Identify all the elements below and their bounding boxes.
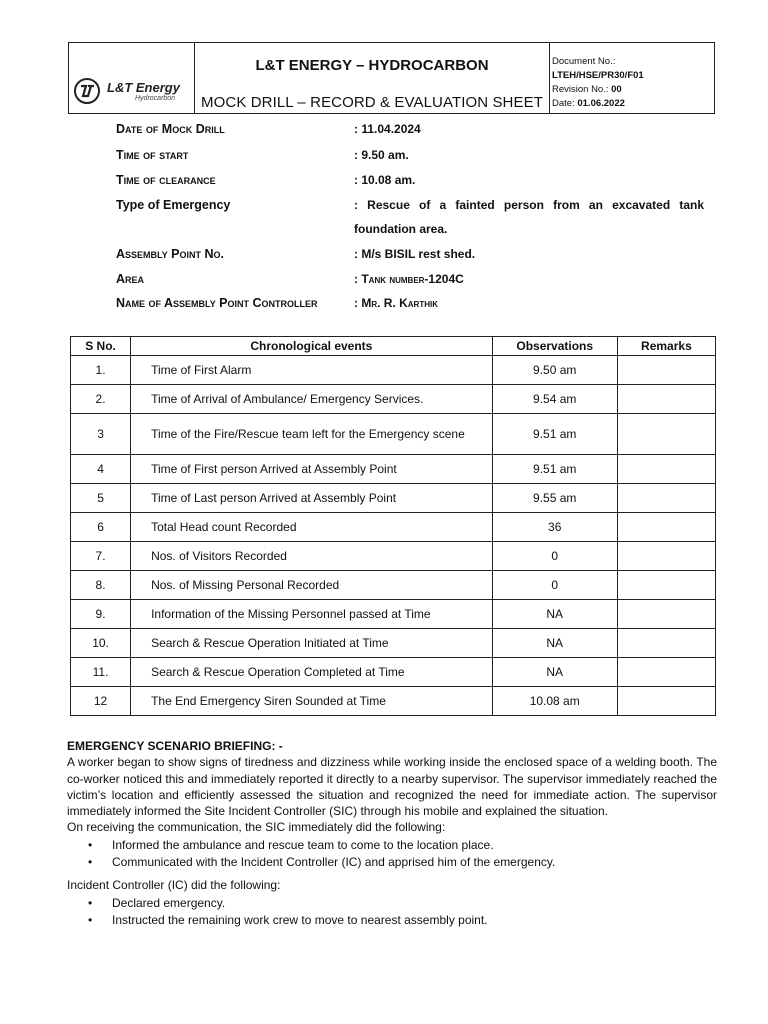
table-body xyxy=(71,356,716,716)
row-event: Nos. of Missing Personal Recorded xyxy=(131,571,493,600)
list-item: • Communicated with the Incident Controller (IC) and apprised him of the emergency. xyxy=(112,854,717,870)
table-row xyxy=(71,414,716,455)
row-remarks xyxy=(617,542,715,571)
row-remarks xyxy=(617,356,715,385)
info-value: : M/s BISIL rest shed. xyxy=(354,247,476,261)
revision-no: 00 xyxy=(611,84,622,95)
info-value: : Tank number-1204C xyxy=(354,272,464,286)
row-remarks xyxy=(617,455,715,484)
company-title: L&T ENERGY – HYDROCARBON xyxy=(255,57,489,74)
doc-no-label: Document No.: xyxy=(552,56,616,67)
info-label: Time of start xyxy=(116,148,189,162)
document-meta xyxy=(552,55,712,111)
row-event: Time of First person Arrived at Assembly Point xyxy=(131,455,493,484)
row-event: Time of Last person Arrived at Assembly Point xyxy=(131,484,493,513)
table-row xyxy=(71,356,716,385)
row-remarks xyxy=(617,385,715,414)
sic-actions-list xyxy=(67,837,717,871)
briefing-paragraph: Incident Controller (IC) did the following: xyxy=(67,878,281,893)
logo-text: L&T Energy xyxy=(107,80,180,95)
row-sno: 11. xyxy=(71,658,131,687)
info-label: Assembly Point No. xyxy=(116,247,224,261)
row-sno: 9. xyxy=(71,600,131,629)
info-value: : 9.50 am. xyxy=(354,148,409,162)
row-event: Search & Rescue Operation Initiated at Time xyxy=(131,629,493,658)
revision-label: Revision No.: xyxy=(552,84,609,95)
list-item: • Declared emergency. xyxy=(112,895,717,911)
row-event: Search & Rescue Operation Completed at Time xyxy=(131,658,493,687)
row-observation: 36 xyxy=(492,513,617,542)
info-label: Name of Assembly Point Controller xyxy=(116,296,318,310)
doc-date: 01.06.2022 xyxy=(577,98,625,109)
info-label: Time of clearance xyxy=(116,173,216,187)
row-observation: 0 xyxy=(492,571,617,600)
document-header xyxy=(68,42,715,114)
row-sno: 3 xyxy=(71,414,131,455)
list-item: • Instructed the remaining work crew to move to nearest assembly point. xyxy=(112,912,717,928)
row-event: The End Emergency Siren Sounded at Time xyxy=(131,687,493,716)
table-row xyxy=(71,658,716,687)
table-row xyxy=(71,629,716,658)
row-sno: 4 xyxy=(71,455,131,484)
col-header-remarks: Remarks xyxy=(617,337,715,356)
info-label: Area xyxy=(116,272,145,286)
row-event: Information of the Missing Personnel passed at Time xyxy=(131,600,493,629)
table-row xyxy=(71,513,716,542)
date-line xyxy=(552,97,712,111)
table-row xyxy=(71,687,716,716)
row-sno: 10. xyxy=(71,629,131,658)
row-observation: NA xyxy=(492,600,617,629)
row-sno: 7. xyxy=(71,542,131,571)
col-header-events: Chronological events xyxy=(131,337,493,356)
row-event: Time of the Fire/Rescue team left for the Emergency scene xyxy=(131,414,493,455)
title-cell xyxy=(195,43,550,113)
logo-subtext: Hydrocarbon xyxy=(135,95,176,102)
briefing-heading: EMERGENCY SCENARIO BRIEFING: - xyxy=(67,739,283,753)
row-observation: 10.08 am xyxy=(492,687,617,716)
row-sno: 12 xyxy=(71,687,131,716)
row-sno: 5 xyxy=(71,484,131,513)
info-value: : Mr. R. Karthik xyxy=(354,296,438,310)
row-remarks xyxy=(617,513,715,542)
row-observation: NA xyxy=(492,629,617,658)
row-observation: NA xyxy=(492,658,617,687)
row-sno: 1. xyxy=(71,356,131,385)
row-sno: 8. xyxy=(71,571,131,600)
row-remarks xyxy=(617,658,715,687)
date-label: Date: xyxy=(552,98,575,109)
table-row xyxy=(71,571,716,600)
briefing-paragraph: A worker began to show signs of tiredness and dizziness while working inside the enclosed space of a welding booth. The co-worker noticed this and immediately reported it directly to a nearby supervisor. The supervisor immediately reached the victim’s location and efficiently assessed the situation and recognized the need for immediate action. The supervisor immediately informed the Site Incident Controller (SIC) through his mobile and explained the situation. xyxy=(67,755,717,819)
row-remarks xyxy=(617,571,715,600)
row-remarks xyxy=(617,600,715,629)
row-observation: 9.51 am xyxy=(492,414,617,455)
briefing-paragraph: On receiving the communication, the SIC immediately did the following: xyxy=(67,820,446,835)
table-row xyxy=(71,455,716,484)
info-value: : 11.04.2024 xyxy=(354,122,421,136)
row-remarks xyxy=(617,484,715,513)
table-row xyxy=(71,484,716,513)
doc-no: LTEH/HSE/PR30/F01 xyxy=(552,70,644,81)
row-event: Time of First Alarm xyxy=(131,356,493,385)
row-observation: 9.54 am xyxy=(492,385,617,414)
chronological-events-table xyxy=(70,336,716,716)
info-value: : Rescue of a fainted person from an excavated tank foundation area. xyxy=(354,198,704,236)
revision-line xyxy=(552,83,712,97)
row-event: Time of Arrival of Ambulance/ Emergency Services. xyxy=(131,385,493,414)
table-row xyxy=(71,385,716,414)
row-observation: 9.55 am xyxy=(492,484,617,513)
table-header-row xyxy=(71,337,716,356)
table-row xyxy=(71,600,716,629)
row-remarks xyxy=(617,687,715,716)
row-remarks xyxy=(617,414,715,455)
col-header-observations: Observations xyxy=(492,337,617,356)
row-remarks xyxy=(617,629,715,658)
row-sno: 6 xyxy=(71,513,131,542)
info-label: Date of Mock Drill xyxy=(116,122,225,136)
ic-actions-list xyxy=(67,895,717,929)
row-observation: 9.50 am xyxy=(492,356,617,385)
form-title: MOCK DRILL – RECORD & EVALUATION SHEET xyxy=(201,94,543,111)
row-event: Total Head count Recorded xyxy=(131,513,493,542)
table-row xyxy=(71,542,716,571)
lt-logo-icon xyxy=(73,77,101,105)
info-value: : 10.08 am. xyxy=(354,173,416,187)
row-observation: 0 xyxy=(492,542,617,571)
logo-cell xyxy=(69,43,195,113)
info-label: Type of Emergency xyxy=(116,198,231,212)
row-observation: 9.51 am xyxy=(492,455,617,484)
row-sno: 2. xyxy=(71,385,131,414)
list-item: • Informed the ambulance and rescue team to come to the location place. xyxy=(112,837,717,853)
col-header-sno: S No. xyxy=(71,337,131,356)
row-event: Nos. of Visitors Recorded xyxy=(131,542,493,571)
emergency-briefing xyxy=(67,738,717,929)
